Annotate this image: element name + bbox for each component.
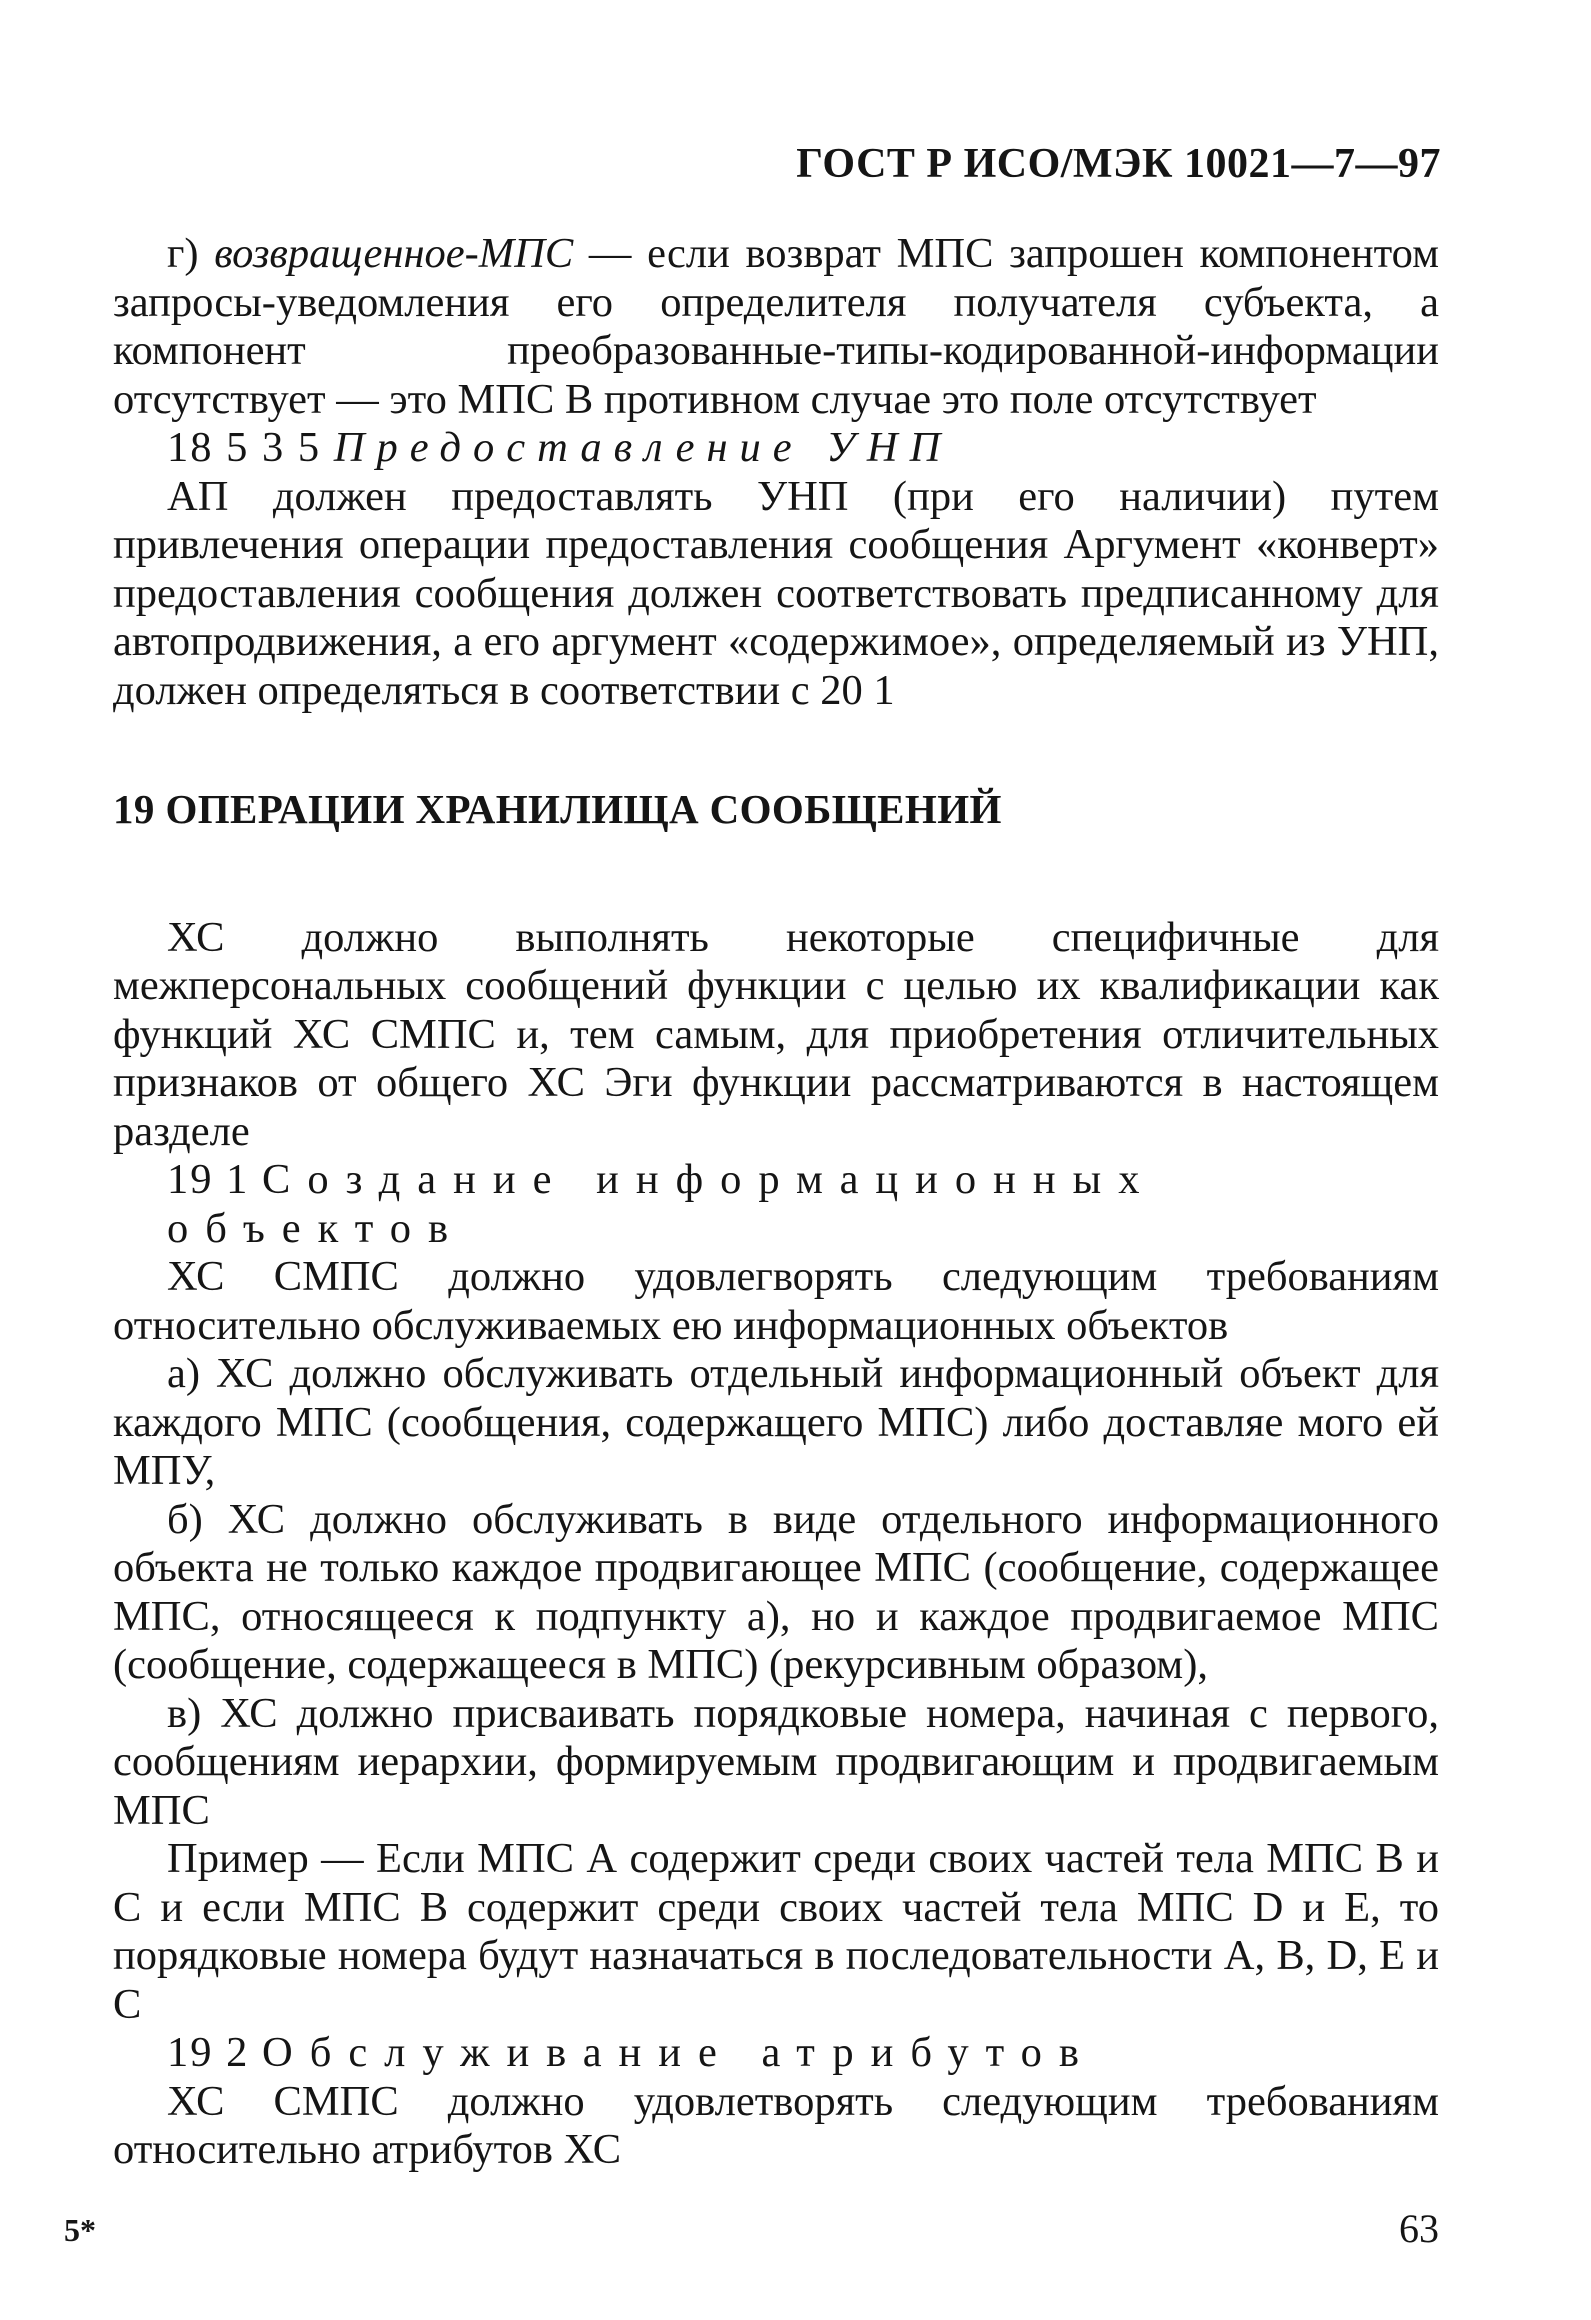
document-body bbox=[113, 230, 1439, 2175]
document-header: ГОСТ Р ИСО/МЭК 10021—7—97 bbox=[796, 141, 1441, 187]
list-item-v: в) ХС должно присваивать порядковые номера, начиная с первого, сообщениям иерархии, формируемым продвигающим и продвигаемым МПС bbox=[113, 1689, 1439, 1834]
subsection-title: Предоставление УНП bbox=[333, 424, 953, 471]
list-item-a: а) ХС должно обслуживать отдельный информационный объект для каждого МПС (сообщения, содержащего МПС) либо доставляе мого ей МПУ, bbox=[113, 1350, 1439, 1494]
term-returned-ipm: возвращенное-МПС bbox=[214, 230, 574, 277]
subsection-number: 18 5 3 5 bbox=[167, 424, 334, 471]
paragraph-192-intro: ХС СМПС должно удовлетворять следующим требованиям относительно атрибутов ХС bbox=[113, 2077, 1439, 2173]
item-prefix: г) bbox=[167, 230, 215, 277]
paragraph-191-intro: ХС СМПС должно удовлегворять следующим требованиям относительно обслуживаемых ею информационных объектов bbox=[113, 1253, 1439, 1349]
section-heading-19: 19 ОПЕРАЦИИ ХРАНИЛИЩА СООБЩЕНИЙ bbox=[113, 786, 1002, 832]
page-number: 63 bbox=[1399, 2206, 1439, 2251]
paragraph-xs: ХС должно выполнять некоторые специфичные для межперсональных сообщений функции с целью их квалификации как функций ХС СМПС и, тем самым, для приобретения отличительных признаков от общего ХС Эги функции рассматриваются в настоящем разделе bbox=[113, 913, 1439, 1155]
paragraph-g-text: — если возврат МПС запрошен компонентом запросы-уведомления его определителя получателя субъекта, а компонент преобразованные-типы-кодированной-информации отсутствует — это МПС В противном случае это поле отсутствует bbox=[113, 230, 1439, 423]
subsection-heading-191 bbox=[113, 1156, 1439, 1253]
subsection-number: 19 1 bbox=[167, 1156, 262, 1203]
subsection-number: 19 2 bbox=[167, 2029, 262, 2076]
paragraph-g bbox=[113, 230, 1439, 424]
subsection-heading-192 bbox=[113, 2029, 1439, 2078]
subsection-heading-18535 bbox=[113, 424, 1439, 473]
list-item-b: б) ХС должно обслуживать в виде отдельного информационного объекта не только каждое продвигающее МПС (сообщение, содержащее МПС, относящееся к подпункту а), но и каждое продвигаемое МПС (сообщение, содержащееся в МПС) (рекурсивным образом), bbox=[113, 1495, 1439, 1688]
paragraph-ap: АП должен предоставлять УНП (при его наличии) путем привлечения операции предоставления сообщения Аргумент «конверт» предоставления сообщения должен соответствовать предписанному для автопродвижения, а его аргумент «содержимое», определяемый из УНП, должен определяться в соответствии с 20 1 bbox=[113, 472, 1439, 714]
example-paragraph: Пример — Если МПС А содержит среди своих частей тела МПС В и С и если МПС В содержит среди своих частей тела МПС D и Е, то порядковые номера будут назначаться в последовательности А, В, D, Е и С bbox=[113, 1835, 1439, 2028]
subsection-title: Создание информационных объектов bbox=[167, 1156, 1157, 1252]
signature-mark: 5* bbox=[64, 2212, 96, 2248]
subsection-title: Обслуживание атрибутов bbox=[262, 2029, 1096, 2076]
